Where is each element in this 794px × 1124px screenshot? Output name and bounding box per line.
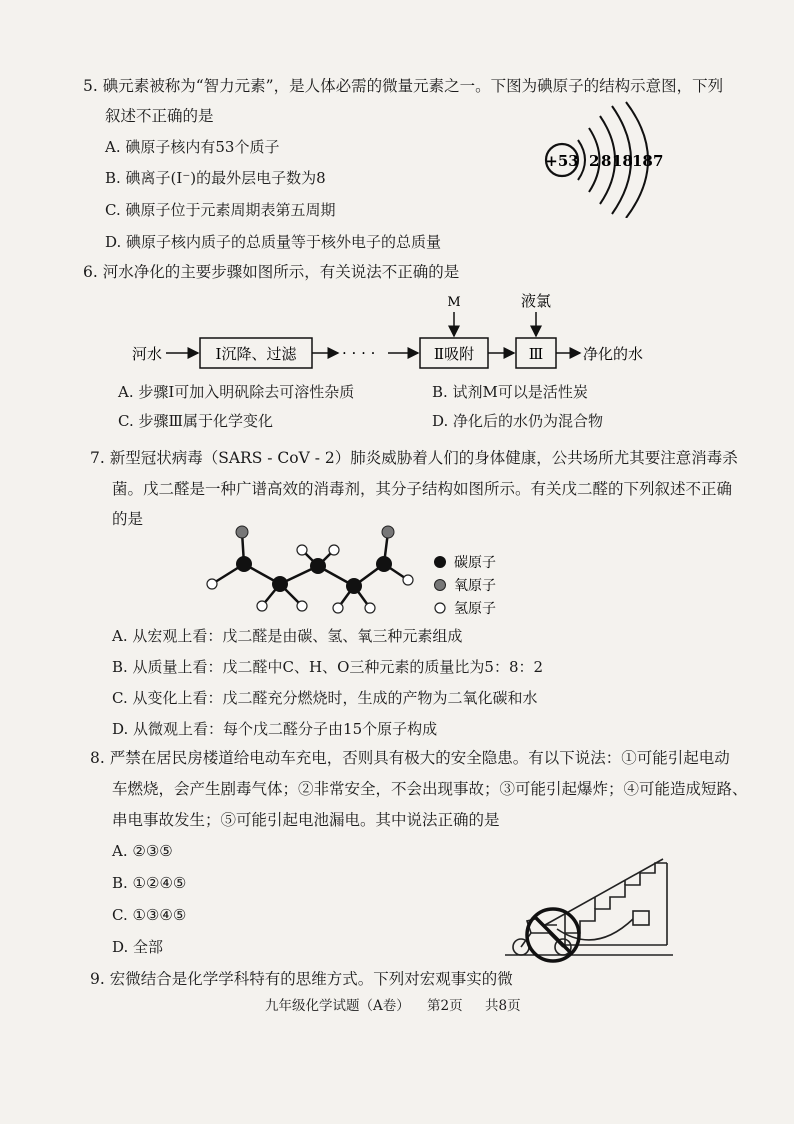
shell-5-count: 7 — [653, 152, 664, 170]
shell-2-count: 8 — [601, 152, 612, 170]
hydrogen-atom — [207, 579, 217, 589]
hydrogen-atom — [257, 601, 267, 611]
q8-option-d: D. 全部 — [112, 938, 164, 956]
flow-dots: · · · · — [342, 344, 376, 362]
no-ebike-charging-stairwell-illustration — [505, 855, 680, 965]
q8-option-b: B. ①②④⑤ — [112, 874, 187, 892]
oxygen-atom — [236, 526, 248, 538]
carbon-atom — [376, 556, 392, 572]
hydrogen-atom — [365, 603, 375, 613]
hydrogen-atom — [297, 601, 307, 611]
q8-option-c: C. ①③④⑤ — [112, 906, 187, 924]
legend-carbon-label: 碳原子 — [454, 555, 496, 571]
q9-stem-line1: 9. 宏微结合是化学学科特有的思维方式。下列对宏观事实的微 — [90, 970, 513, 988]
carbon-atom — [272, 576, 288, 592]
iodine-atom-diagram — [540, 100, 680, 218]
q8-stem-line1: 8. 严禁在居民房楼道给电动车充电，否则具有极大的安全隐患。有以下说法：①可能引起电动 — [90, 749, 730, 767]
flow-input-label: 河水 — [132, 345, 163, 363]
q5-option-b: B. 碘离子(I⁻)的最外层电子数为8 — [105, 169, 326, 187]
carbon-atom — [310, 558, 326, 574]
hydrogen-atom — [403, 575, 413, 585]
q7-option-a: A. 从宏观上看：戊二醛是由碳、氢、氧三种元素组成 — [112, 627, 463, 645]
atom-nucleus-label: +53 — [545, 152, 579, 170]
q6-option-b: B. 试剂M可以是活性炭 — [432, 383, 588, 401]
carbon-atom — [346, 578, 362, 594]
q5-stem-line1: 5. 碘元素被称为“智力元素”，是人体必需的微量元素之一。下图为碘原子的结构示意图，下列 — [83, 77, 724, 95]
q7-option-c: C. 从变化上看：戊二醛充分燃烧时，生成的产物为二氧化碳和水 — [112, 689, 538, 707]
legend-oxygen-label: 氧原子 — [454, 578, 496, 594]
legend-oxygen-swatch — [435, 580, 446, 591]
water-purification-flowchart — [130, 290, 690, 375]
q8-stem-line2: 车燃烧，会产生剧毒气体；②非常安全，不会出现事故；③可能引起爆炸；④可能造成短路、 — [112, 780, 748, 798]
glutaraldehyde-molecule — [200, 518, 430, 618]
oxygen-atom — [382, 526, 394, 538]
q5-option-c: C. 碘原子位于元素周期表第五周期 — [105, 201, 336, 219]
q7-stem-line1: 7. 新型冠状病毒（SARS - CoV - 2）肺炎威胁着人们的身体健康，公共场所尤其要注意消毒杀 — [90, 449, 738, 467]
legend-carbon-swatch — [434, 556, 446, 568]
flow-step3-label: Ⅲ — [528, 345, 544, 363]
footer-total-pages: 共8页 — [485, 998, 521, 1014]
q6-option-c: C. 步骤Ⅲ属于化学变化 — [118, 412, 273, 430]
q8-option-a: A. ②③⑤ — [112, 842, 173, 860]
q6-option-a: A. 步骤Ⅰ可加入明矾除去可溶性杂质 — [118, 383, 355, 401]
reagent-m-label: M — [447, 295, 461, 310]
q5-option-a: A. 碘原子核内有53个质子 — [105, 138, 280, 156]
flow-step2-label: Ⅱ吸附 — [433, 345, 475, 363]
hydrogen-atom — [329, 545, 339, 555]
footer-exam-title: 九年级化学试题（A卷） — [265, 998, 410, 1014]
q5-stem-line2: 叙述不正确的是 — [105, 107, 214, 125]
legend-hydrogen-label: 氢原子 — [454, 601, 496, 617]
hydrogen-atom — [297, 545, 307, 555]
carbon-atom — [236, 556, 252, 572]
hydrogen-atom — [333, 603, 343, 613]
shell-4-count: 18 — [632, 152, 653, 170]
shell-1-count: 2 — [589, 152, 600, 170]
q7-option-d: D. 从微观上看：每个戊二醛分子由15个原子构成 — [112, 720, 438, 738]
flow-step1-label: Ⅰ沉降、过滤 — [215, 345, 297, 363]
q5-option-d: D. 碘原子核内质子的总质量等于核外电子的总质量 — [105, 233, 442, 251]
reagent-cl-label: 液氯 — [520, 292, 552, 310]
shell-3-count: 18 — [612, 152, 633, 170]
molecule-legend — [430, 552, 530, 622]
q7-option-b: B. 从质量上看：戊二醛中C、H、O三种元素的质量比为5：8：2 — [112, 658, 544, 676]
q8-stem-line3: 串电事故发生；⑤可能引起电池漏电。其中说法正确的是 — [112, 811, 500, 829]
q7-stem-line2: 菌。戊二醛是一种广谱高效的消毒剂，其分子结构如图所示。有关戊二醛的下列叙述不正确 — [112, 480, 733, 498]
q6-option-d: D. 净化后的水仍为混合物 — [432, 412, 604, 430]
q7-stem-line3: 的是 — [112, 510, 144, 528]
q6-stem-line1: 6. 河水净化的主要步骤如图所示，有关说法不正确的是 — [83, 263, 460, 281]
legend-hydrogen-swatch — [435, 603, 445, 613]
footer-page-number: 第2页 — [427, 998, 463, 1014]
flow-output-label: 净化的水 — [583, 345, 644, 363]
